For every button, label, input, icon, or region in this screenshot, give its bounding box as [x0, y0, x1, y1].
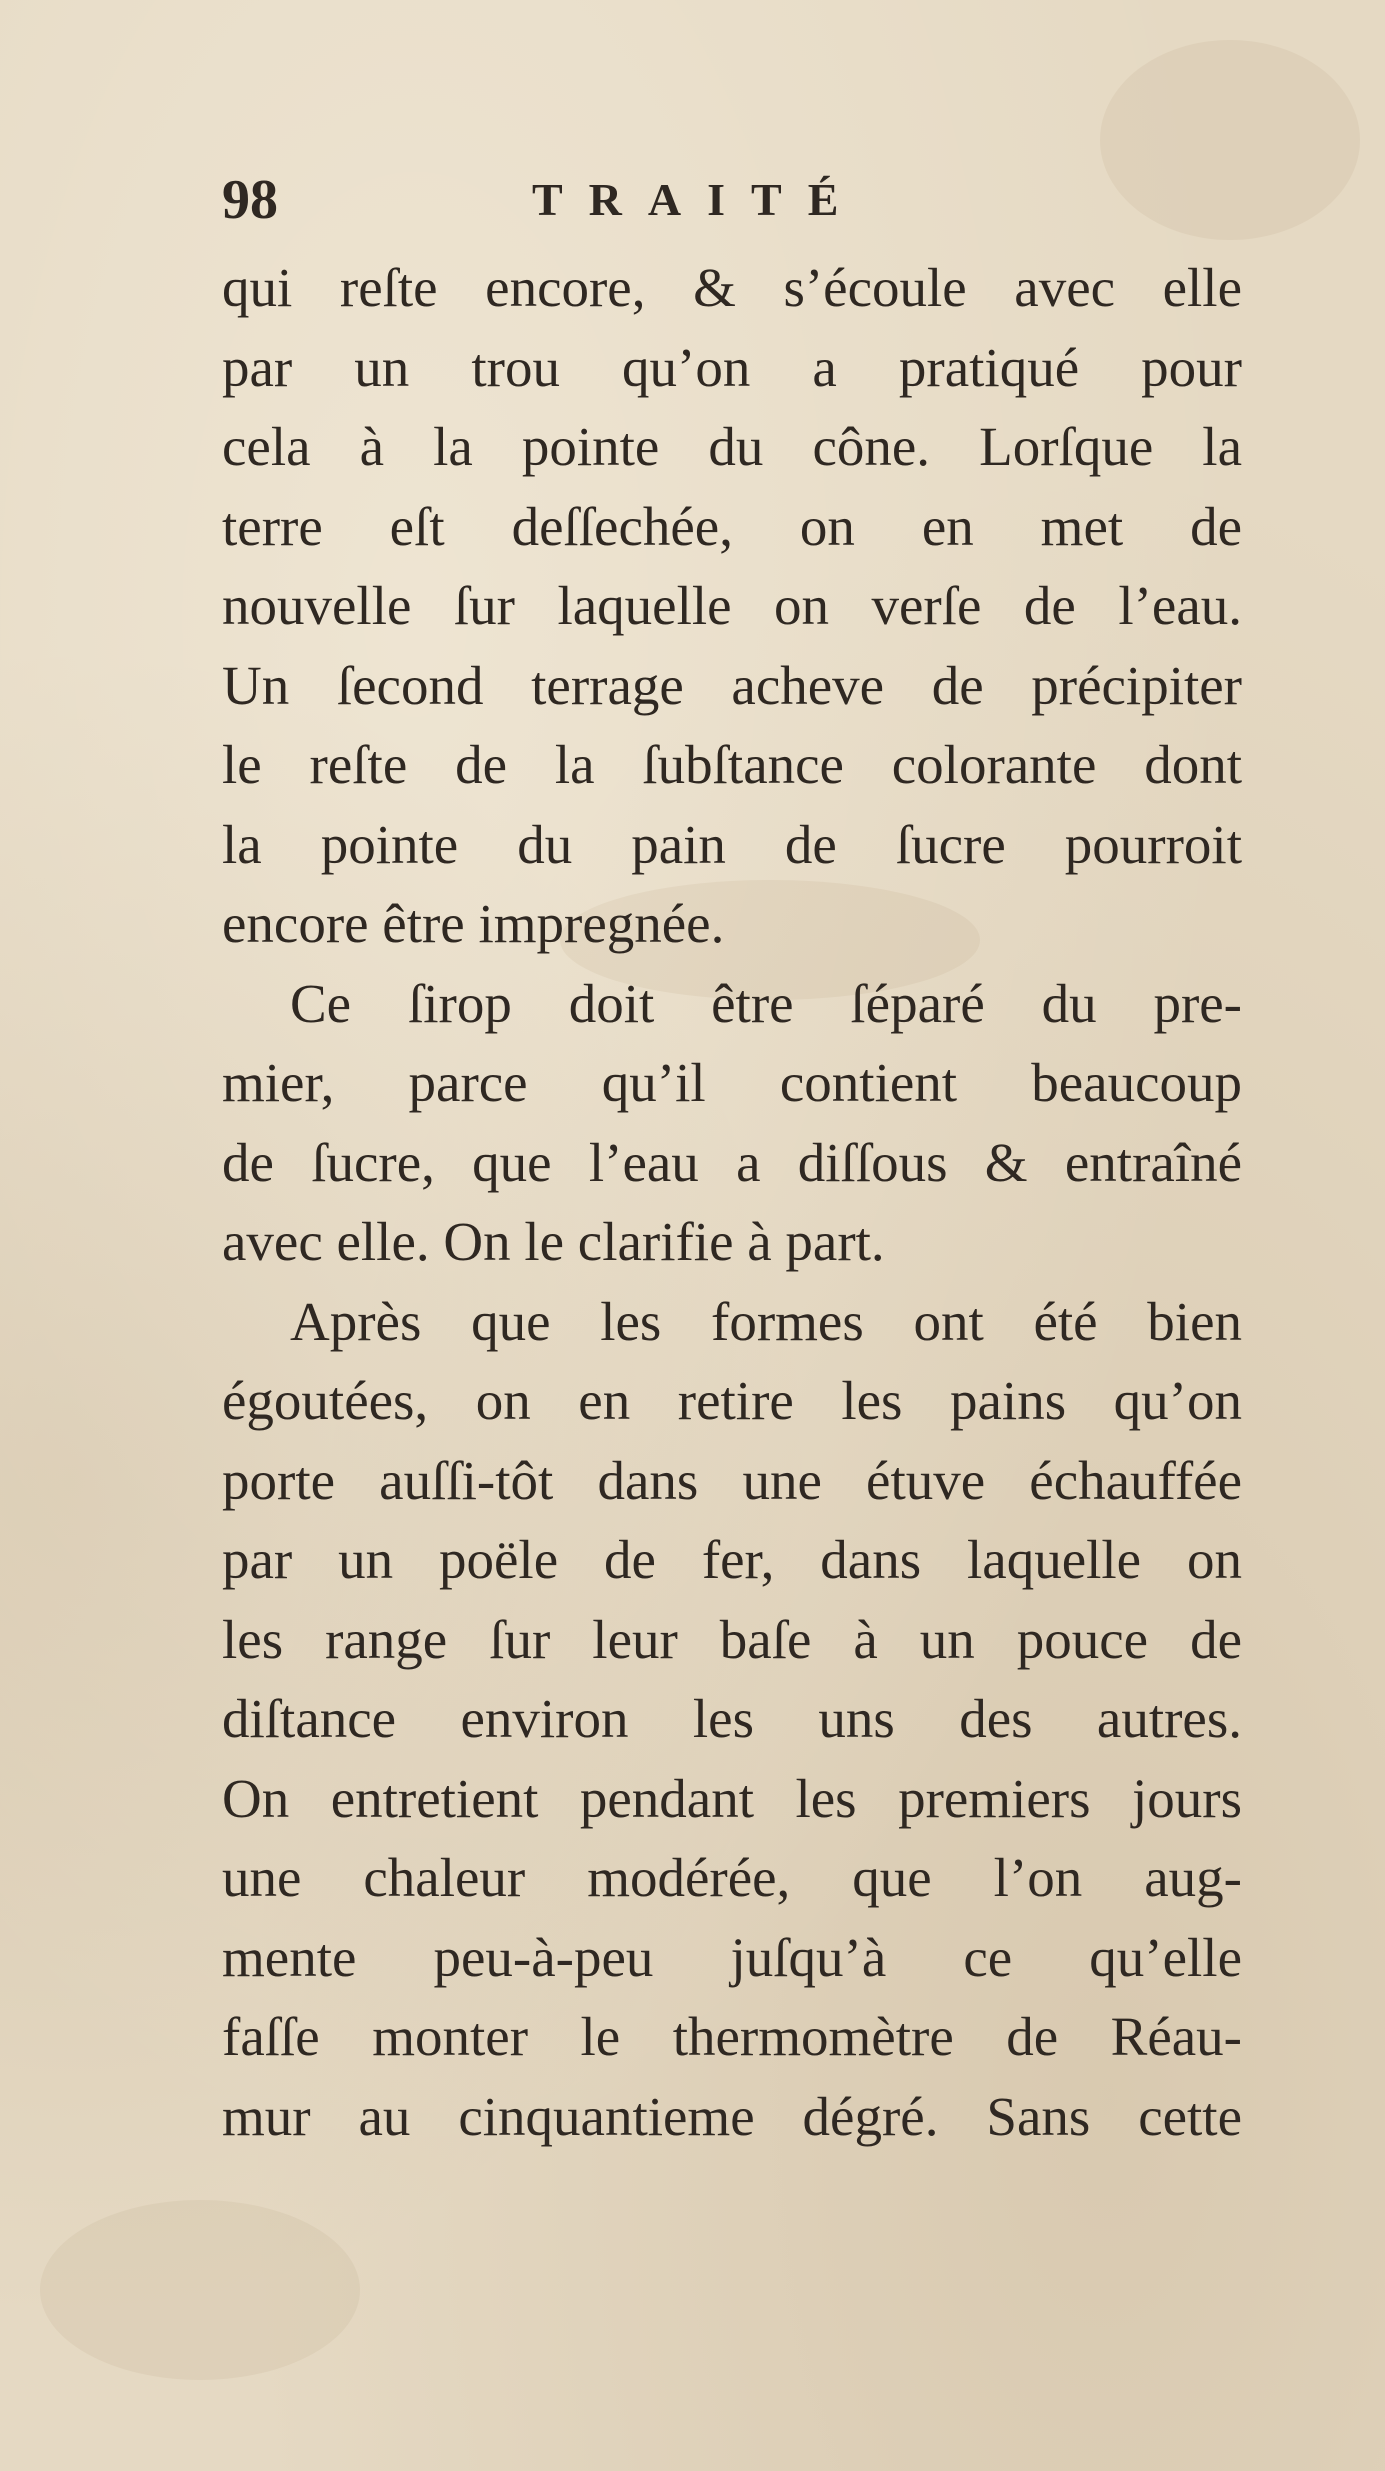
text-line: les range ſur leur baſe à un pouce de	[222, 1608, 1242, 1670]
text-line: diſtance environ les uns des autres.	[222, 1688, 1242, 1749]
text-line: par un poële de fer, dans laquelle on	[222, 1529, 1242, 1590]
text-line: la pointe du pain de ſucre pourroit	[222, 813, 1242, 875]
text-line: Un ſecond terrage acheve de précipiter	[222, 654, 1242, 716]
text-line: Après que les formes ont été bien	[290, 1290, 1242, 1352]
text-line: encore être impregnée.	[222, 893, 725, 954]
text-line: une chaleur modérée, que l’on aug-	[222, 1847, 1242, 1908]
text-line: qui reſte encore, & s’écoule avec elle	[222, 257, 1242, 318]
text-line: Ce ſirop doit être ſéparé du pre-	[290, 972, 1242, 1034]
text-line: avec elle. On le clarifie à part.	[222, 1211, 885, 1272]
text-line: cela à la pointe du cône. Lorſque la	[222, 416, 1242, 477]
text-line: mente peu-à-peu juſqu’à ce qu’elle	[222, 1926, 1242, 1988]
text-line: de ſucre, que l’eau a diſſous & entraîné	[222, 1131, 1242, 1193]
text-line: mur au cinquantieme dégré. Sans cette	[222, 2085, 1242, 2147]
paper-stain	[40, 2200, 360, 2380]
text-line: On entretient pendant les premiers jours	[222, 1767, 1242, 1829]
page-header	[222, 160, 1242, 240]
running-head: TRAITÉ	[532, 174, 865, 225]
text-line: nouvelle ſur laquelle on verſe de l’eau.	[222, 575, 1242, 636]
text-line: terre eſt deſſechée, on en met de	[222, 495, 1242, 557]
text-line: égoutées, on en retire les pains qu’on	[222, 1370, 1242, 1431]
text-line: par un trou qu’on a pratiqué pour	[222, 336, 1242, 398]
page-number: 98	[222, 169, 278, 231]
text-line: le reſte de la ſubſtance colorante dont	[222, 734, 1242, 795]
body-text	[222, 248, 1242, 2156]
text-line: mier, parce qu’il contient beaucoup	[222, 1052, 1242, 1113]
text-line: porte auſſi-tôt dans une étuve échauffée	[222, 1449, 1242, 1511]
text-line: faſſe monter le thermomètre de Réau-	[222, 2006, 1242, 2067]
